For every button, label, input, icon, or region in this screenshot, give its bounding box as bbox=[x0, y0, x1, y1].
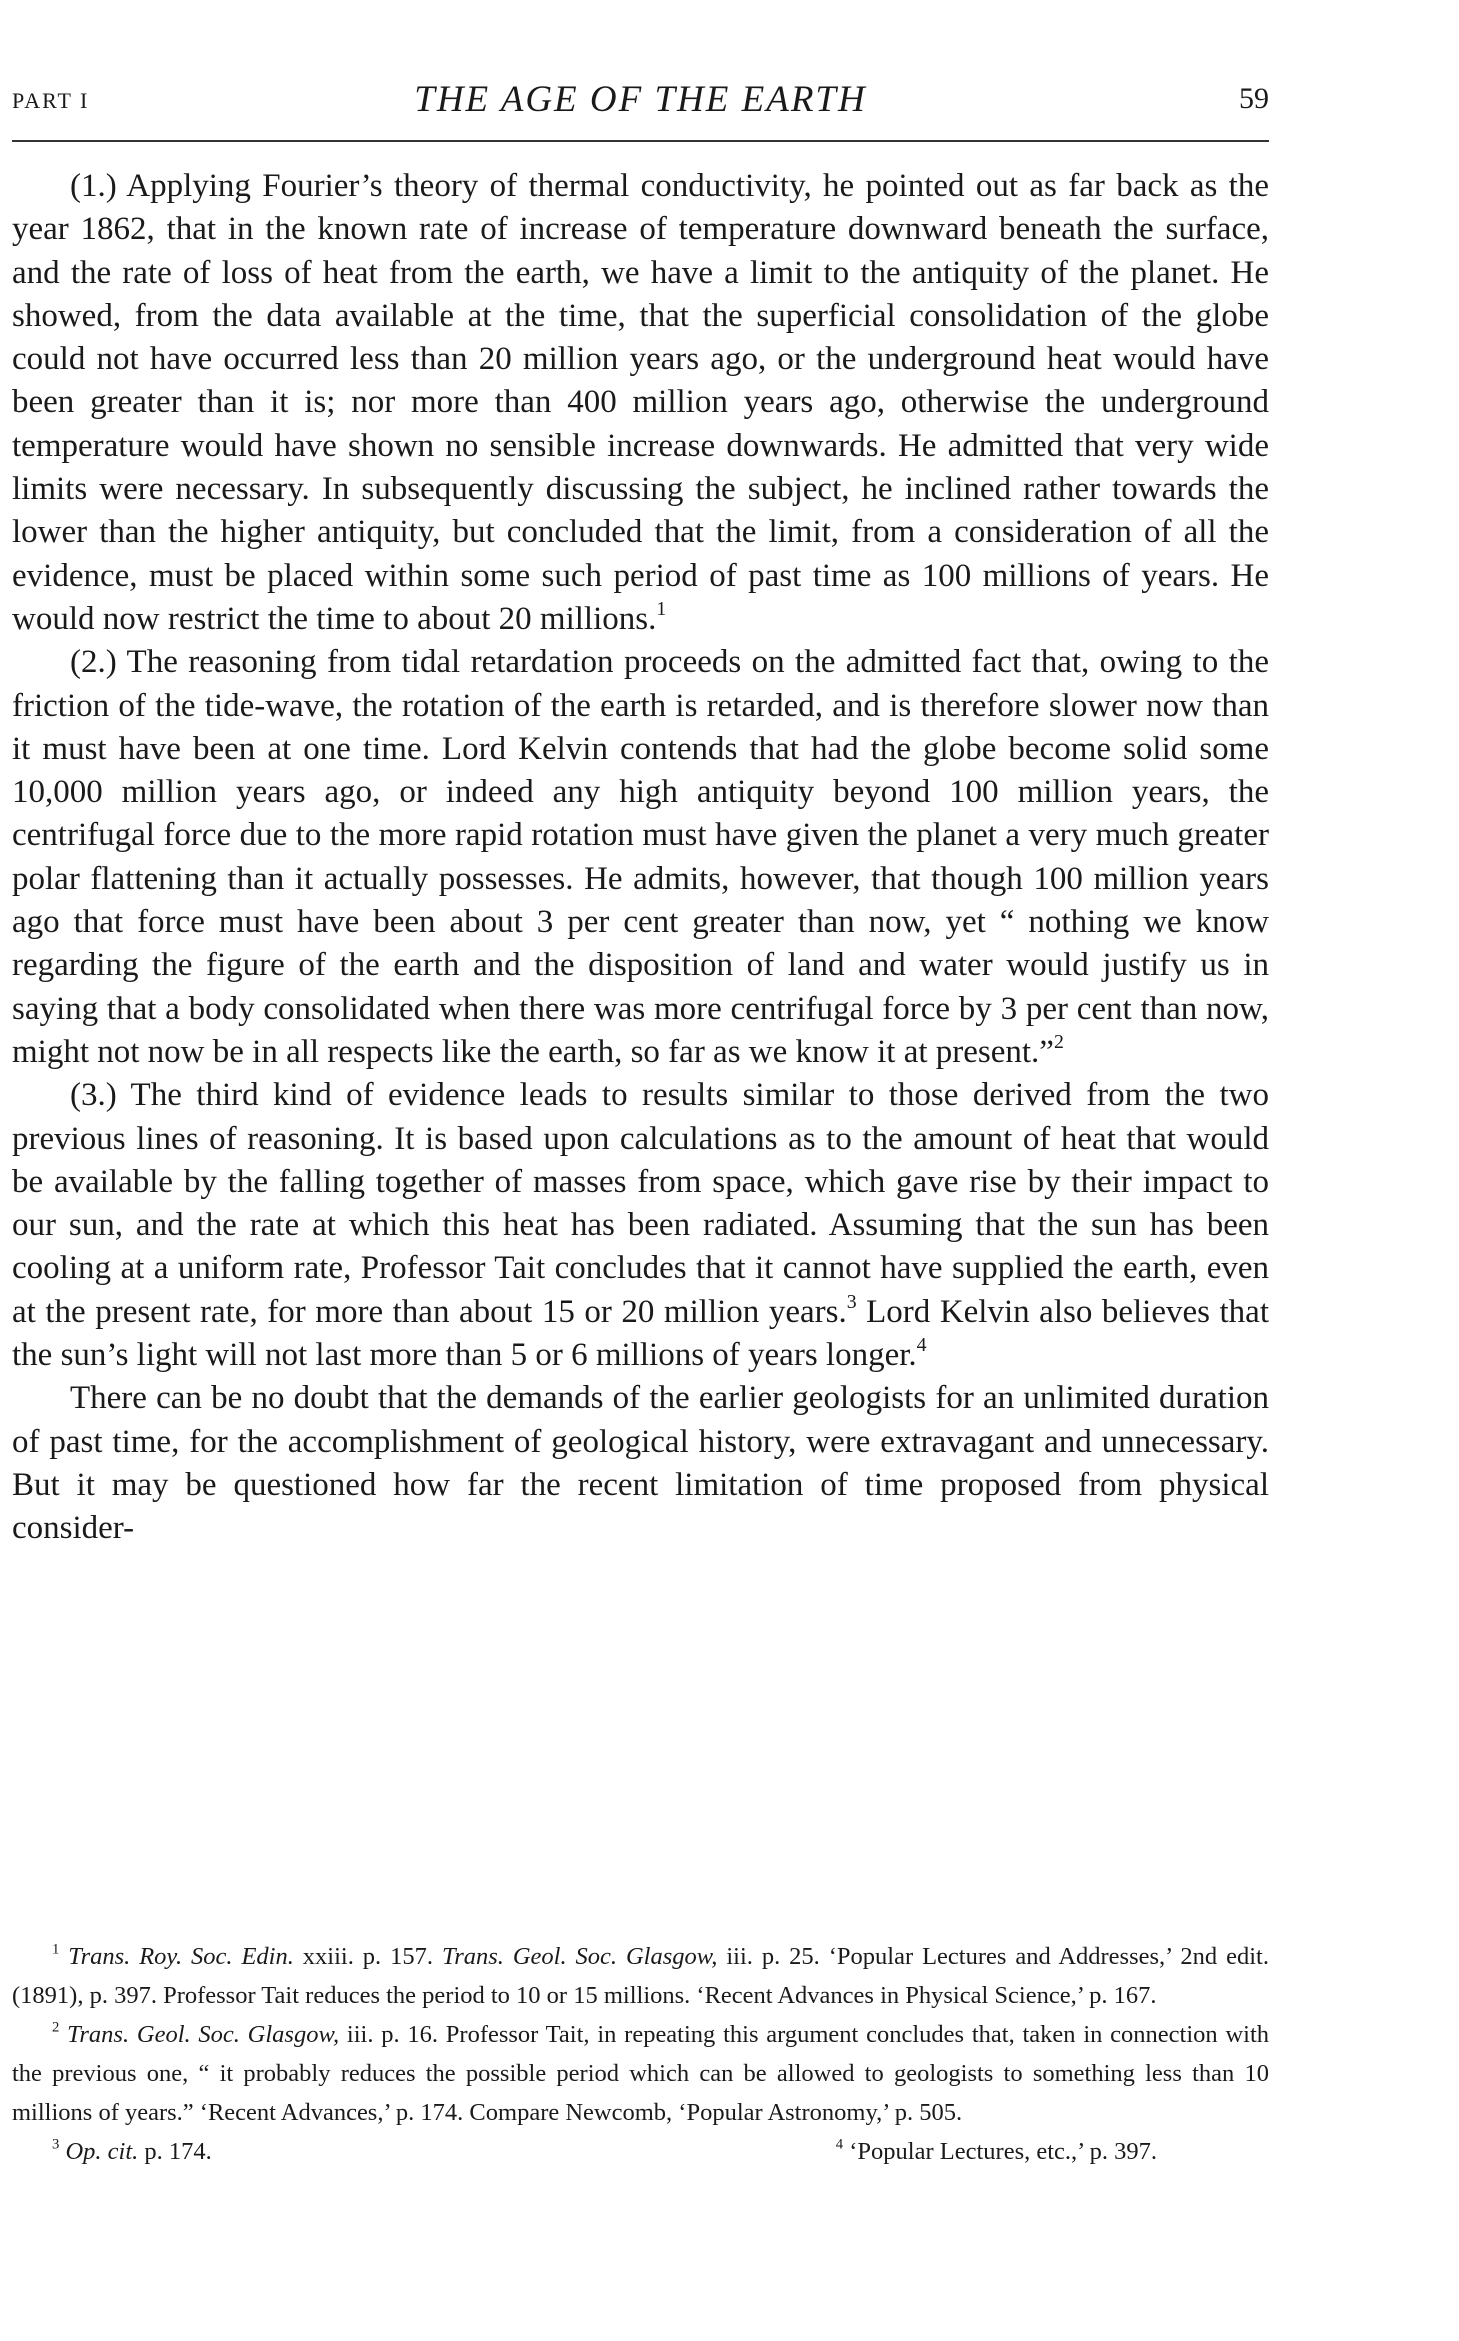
header-rule bbox=[12, 140, 1269, 142]
running-header bbox=[12, 78, 1269, 128]
paragraph-4 bbox=[12, 1377, 1269, 1550]
footnote-2 bbox=[12, 2015, 1269, 2132]
footnote-4 bbox=[836, 2132, 1157, 2171]
paragraph-2-text: (2.) The reasoning from tidal retardation proceeds on the admitted fact that, owing to the friction of the tide-wave, the rotation of the earth is retarded, and is therefore slower now than it must have been at one time. Lord Kelvin contends that had the globe become solid some 10,000 million years ago, or indeed any high antiquity beyond 100 million years, the centrifugal force due to the more rapid rotation must have given the planet a very much greater polar flattening than it actually possesses. He admits, however, that though 100 million years ago that force must have been about 3 per cent greater than now, yet “ nothing we know regarding the figure of the earth and the disposition of land and water would justify us in saying that a body consolidated when there was more centrifugal force by 3 per cent than now, might not now be in all respects like the earth, so far as we know it at present.” bbox=[12, 644, 1269, 1070]
footnote-4-mark: 4 bbox=[835, 2136, 844, 2153]
footnote-1-ref-a: Trans. Roy. Soc. Edin. bbox=[68, 1943, 294, 1970]
footnotes bbox=[12, 1937, 1269, 2171]
footnotes-3-4 bbox=[12, 2132, 1269, 2171]
body-text bbox=[12, 165, 1269, 1551]
footnote-ref-2: 2 bbox=[1053, 1031, 1064, 1054]
paragraph-1 bbox=[12, 165, 1269, 641]
footnote-2-mark: 2 bbox=[52, 2019, 60, 2036]
part-label: PART I bbox=[12, 88, 90, 113]
page-number: 59 bbox=[1239, 82, 1269, 115]
paragraph-3-text: (3.) The third kind of evidence leads to results similar to those derived from the two previous lines of reasoning. It is based upon calculations as to the amount of heat that would be available by the falling together of masses from space, which gave rise by their impact to our sun, and the rate at which this heat has been radiated. Assuming that the sun has been cooling at a uniform rate, Professor Tait concludes that it cannot have supplied the earth, even at the present rate, for more than about 15 or 20 million years. bbox=[12, 1077, 1269, 1330]
footnote-4-text-a: ‘Popular Lectures, etc.,’ p. 397. bbox=[849, 2138, 1157, 2165]
running-title: THE AGE OF THE EARTH bbox=[414, 79, 867, 120]
paragraph-3-tail: Lord Kelvin also believes that the sun’s light will not last more than 5 or 6 millions of years longer. bbox=[12, 1293, 1270, 1374]
footnote-1 bbox=[12, 1937, 1269, 2015]
paragraph-1-text: (1.) Applying Fourier’s theory of thermal conductivity, he pointed out as far back as the year 1862, that in the known rate of increase of temperature downward beneath the surface, and the rate of loss of heat from the earth, we have a limit to the antiquity of the planet. He showed, from the data available at the time, that the superficial consolidation of the globe could not have occurred less than 20 million years ago, or the underground heat would have been greater than it is; nor more than 400 million years ago, otherwise the underground temperature would have shown no sensible increase downwards. He admitted that very wide limits were necessary. In subsequently discussing the subject, he inclined rather towards the lower than the higher antiquity, but concluded that the limit, from a consideration of all the evidence, must be placed within some such period of past time as 100 millions of years. He would now restrict the time to about 20 millions. bbox=[12, 168, 1269, 637]
footnote-2-text-a: iii. p. 16. Professor Tait, in repeating this argument concludes that, taken in connection with the previous one, “ it probably reduces the possible period which can be allowed to geologists to something less than 10 millions of years.” ‘Recent Advances,’ p. 174. Compare Newcomb, ‘Popular Astronomy,’ p. 505. bbox=[12, 2021, 1269, 2126]
footnote-1-mark: 1 bbox=[52, 1941, 60, 1958]
paragraph-4-text: There can be no doubt that the demands of the earlier geologists for an unlimited duration of past time, for the accomplishment of geological history, were extravagant and unnecessary. But it may be questioned how far the recent limitation of time proposed from physical consider- bbox=[12, 1380, 1269, 1547]
paragraph-3 bbox=[12, 1074, 1269, 1377]
footnote-ref-4: 4 bbox=[916, 1334, 927, 1357]
footnote-1-ref-b: Trans. Geol. Soc. Glasgow, bbox=[441, 1943, 718, 1970]
footnote-2-ref-a: Trans. Geol. Soc. Glasgow, bbox=[67, 2021, 340, 2048]
footnote-3-text-a: p. 174. bbox=[138, 2138, 212, 2165]
footnote-1-text-a: xxiii. p. 157. bbox=[293, 1943, 442, 1970]
paragraph-2 bbox=[12, 641, 1269, 1074]
footnote-3-mark: 3 bbox=[52, 2136, 60, 2153]
footnote-ref-3: 3 bbox=[846, 1290, 857, 1313]
footnote-ref-1: 1 bbox=[656, 598, 667, 621]
footnote-3-ref-a: Op. cit. bbox=[65, 2138, 139, 2165]
footnote-3 bbox=[52, 2132, 212, 2171]
footnote-1-text-b: iii. p. 25. ‘Popular Lectures and Addresses,’ 2nd edit. (1891), p. 397. Professor Tait reduces the period to 10 or 15 millions. ‘Recent Advances in Physical Science,’ p. 167. bbox=[12, 1943, 1269, 2009]
